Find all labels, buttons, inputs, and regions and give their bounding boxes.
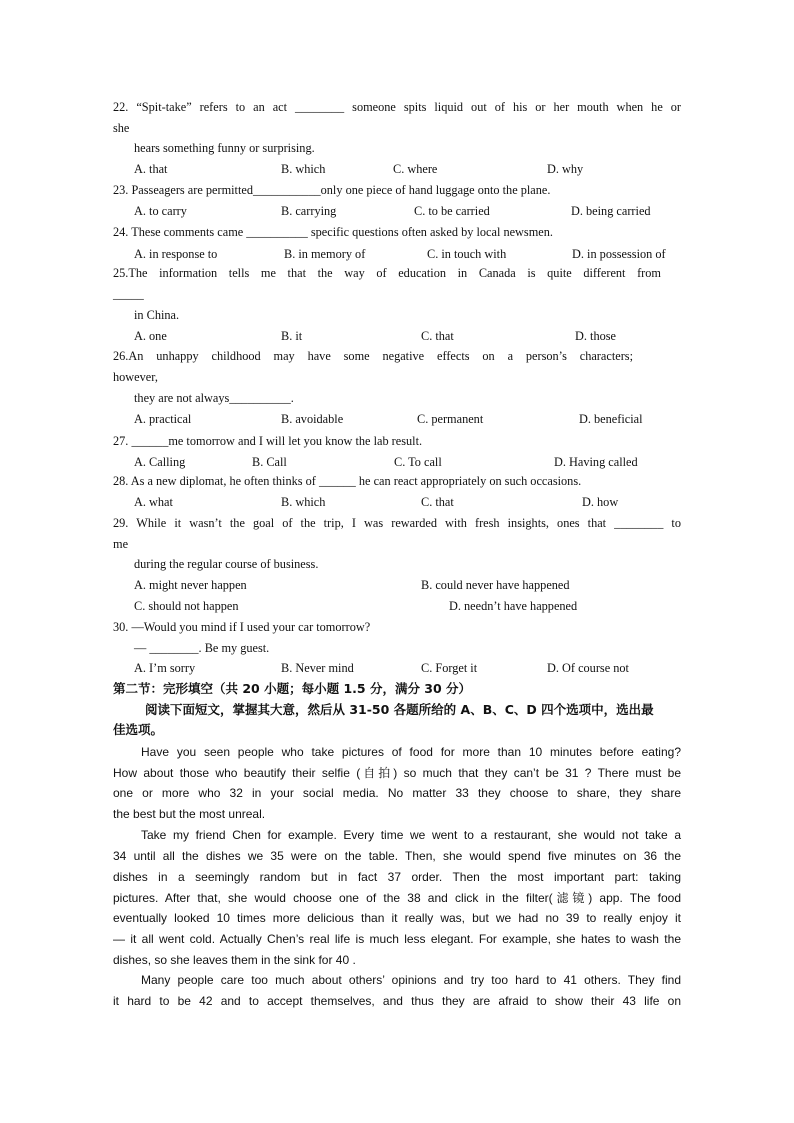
q30-option-a: A. I’m sorry — [134, 661, 196, 675]
q28-option-b: B. which — [281, 495, 326, 509]
q26-option-a: A. practical — [134, 412, 192, 426]
q29-option-c: C. should not happen — [134, 599, 239, 613]
passage-line: it hard to be 42 and to accept themselves, and thus they are afraid to show their 43 life on — [113, 994, 681, 1008]
q26-option-b: B. avoidable — [281, 412, 344, 426]
q23-option-a: A. to carry — [134, 204, 187, 218]
q27-option-a: A. Calling — [134, 455, 186, 469]
q29-stem-cont2: during the regular course of business. — [134, 557, 319, 571]
section-heading: 第二节：完形填空（共 20 小题；每小题 1.5 分，满分 30 分） — [113, 681, 472, 696]
q26-stem-cont2: they are not always__________. — [134, 391, 294, 405]
passage-line: How about those who beautify their selfie (自拍) so much that they can’t be 31 ? There must be — [113, 766, 681, 780]
q24-stem: 24. These comments came __________ specific questions often asked by local newsmen. — [113, 225, 553, 239]
q25-blank: _____ — [113, 287, 144, 301]
passage-line: Take my friend Chen for example. Every time we went to a restaurant, she would not take a — [141, 828, 681, 842]
q29-option-a: A. might never happen — [134, 578, 247, 592]
q23-option-c: C. to be carried — [414, 204, 490, 218]
q26-option-c: C. permanent — [417, 412, 484, 426]
passage-line: 34 until all the dishes we 35 were on the table. Then, she would spend five minutes on 36 the — [113, 849, 681, 863]
q28-option-a: A. what — [134, 495, 173, 509]
q22-option-c: C. where — [393, 162, 438, 176]
q27-option-c: C. To call — [394, 455, 442, 469]
passage-line: Have you seen people who take pictures of food for more than 10 minutes before eating? — [141, 745, 681, 759]
q30-stem: 30. —Would you mind if I used your car tomorrow? — [113, 620, 371, 634]
q25-option-d: D. those — [575, 329, 616, 343]
passage-line: — it all went cold. Actually Chen’s real life is much less elegant. For example, she hates to wash the — [113, 932, 681, 946]
q26-stem: 26.An unhappy childhood may have some negative effects on a person’s characters; — [113, 349, 633, 363]
q27-stem: 27. ______me tomorrow and I will let you know the lab result. — [113, 434, 423, 448]
q22-option-d: D. why — [547, 162, 584, 176]
q23-option-b: B. carrying — [281, 204, 337, 218]
q24-option-b: B. in memory of — [284, 247, 366, 261]
q30-reply: — ________. Be my guest. — [134, 641, 270, 655]
q28-stem: 28. As a new diplomat, he often thinks of ______ he can react appropriately on such occasions. — [113, 474, 582, 488]
q25-stem-cont: in China. — [134, 308, 180, 322]
passage-line: eventually looked 10 times more delicious than it really was, but we had no 39 to really enjoy it — [113, 911, 681, 925]
q24-option-a: A. in response to — [134, 247, 218, 261]
q27-option-b: B. Call — [252, 455, 287, 469]
passage-line: Many people care too much about others’ opinions and try too hard to 41 others. They find — [141, 973, 681, 987]
q23-stem: 23. Passeagers are permitted___________only one piece of hand luggage onto the plane. — [113, 183, 551, 197]
q29-stem-cont: me — [113, 537, 129, 551]
q22-stem: 22. “Spit-take” refers to an act ________ someone spits liquid out of his or her mouth when he or — [113, 100, 681, 114]
q22-stem-cont2: hears something funny or surprising. — [134, 141, 315, 155]
passage-line: dishes, so she leaves them in the sink for 40 . — [113, 953, 356, 967]
q22-option-b: B. which — [281, 162, 326, 176]
q24-option-d: D. in possession of — [572, 247, 666, 261]
q30-option-c: C. Forget it — [421, 661, 478, 675]
q30-option-b: B. Never mind — [281, 661, 354, 675]
q28-option-d: D. how — [582, 495, 619, 509]
q25-option-c: C. that — [421, 329, 454, 343]
q30-option-d: D. Of course not — [547, 661, 629, 675]
q27-option-d: D. Having called — [554, 455, 638, 469]
q29-option-d: D. needn’t have happened — [449, 599, 578, 613]
passage-line: the best but the most unreal. — [113, 807, 266, 821]
q29-stem: 29. While it wasn’t the goal of the trip, I was rewarded with fresh insights, ones that ________ to — [113, 516, 681, 530]
q26-option-d: D. beneficial — [579, 412, 643, 426]
q22-stem-cont: she — [113, 121, 130, 135]
q25-option-a: A. one — [134, 329, 167, 343]
passage-line: dishes in a seemingly random but in fact 37 order. Then the most important part: taking — [113, 870, 681, 884]
q25-option-b: B. it — [281, 329, 303, 343]
q25-stem: 25.The information tells me that the way of education in Canada is quite different from — [113, 266, 661, 280]
q29-option-b: B. could never have happened — [421, 578, 570, 592]
q26-stem-cont: however, — [113, 370, 158, 384]
q23-option-d: D. being carried — [571, 204, 651, 218]
q24-option-c: C. in touch with — [427, 247, 507, 261]
passage-line: one or more who 32 in your social media. No matter 33 they choose to share, they share — [113, 786, 681, 800]
q22-option-a: A. that — [134, 162, 168, 176]
section-instructions: 阅读下面短文，掌握其大意，然后从 31-50 各题所给的 A、B、C、D 四个选项中，选出最 — [145, 702, 654, 717]
passage-line: pictures. After that, she would choose one of the 38 and click in the filter(滤镜) app. The food — [113, 891, 681, 905]
q28-option-c: C. that — [421, 495, 454, 509]
section-instructions-cont: 佳选项。 — [113, 722, 164, 737]
